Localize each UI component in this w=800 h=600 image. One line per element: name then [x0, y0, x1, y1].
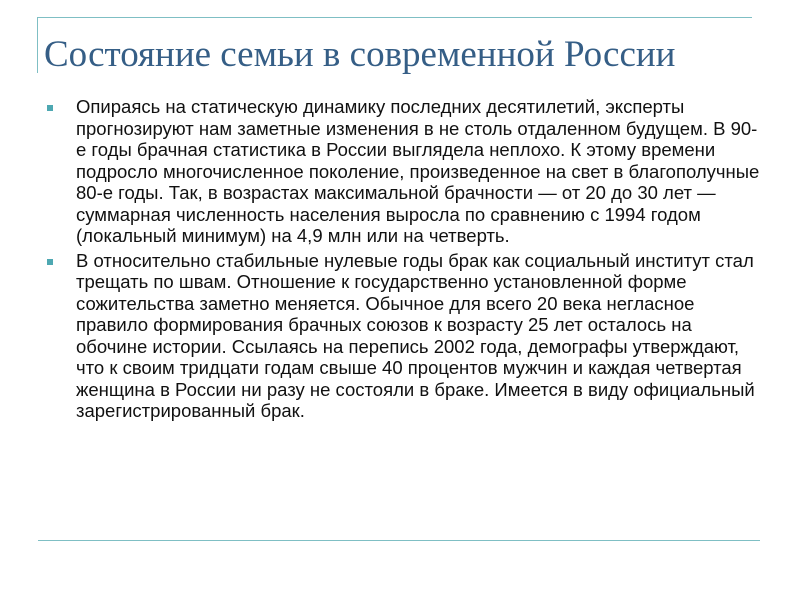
- square-bullet-icon: [47, 259, 53, 265]
- slide-title: Состояние семьи в современной России: [44, 34, 676, 75]
- bullet-item-2: [44, 250, 764, 422]
- square-bullet-icon: [47, 105, 53, 111]
- bullet-list: [44, 96, 764, 425]
- bullet-text-1: Опираясь на статическую динамику последних десятилетий, эксперты прогнозируют нам заметные изменения в не столь отдаленном будущем. В 90-е годы брачная статистика в России выглядела неплохо. К этому времени подросло многочисленное поколение, произведенное на свет в благополучные 80-е годы. Так, в возрастах максимальной брачности — от 20 до 30 лет — суммарная численность населения выросла по сравнению с 1994 годом (локальный минимум) на 4,9 млн или на четверть.: [76, 96, 760, 246]
- bullet-item-1: [44, 96, 764, 247]
- left-divider: [37, 17, 38, 73]
- bullet-text-2: В относительно стабильные нулевые годы брак как социальный институт стал трещать по швам. Отношение к государственно установленной форме сожительства заметно меняется. Обычное для всего 20 века негласное правило формирования брачных союзов к возрасту 25 лет осталось на обочине истории. Ссылаясь на перепись 2002 года, демографы утверждают, что к своим тридцати годам свыше 40 процентов мужчин и каждая четвертая женщина в России ни разу не состояли в браке. Имеется в виду официальный зарегистрированный брак.: [76, 249, 755, 421]
- bottom-divider: [38, 540, 760, 541]
- top-divider: [38, 17, 752, 18]
